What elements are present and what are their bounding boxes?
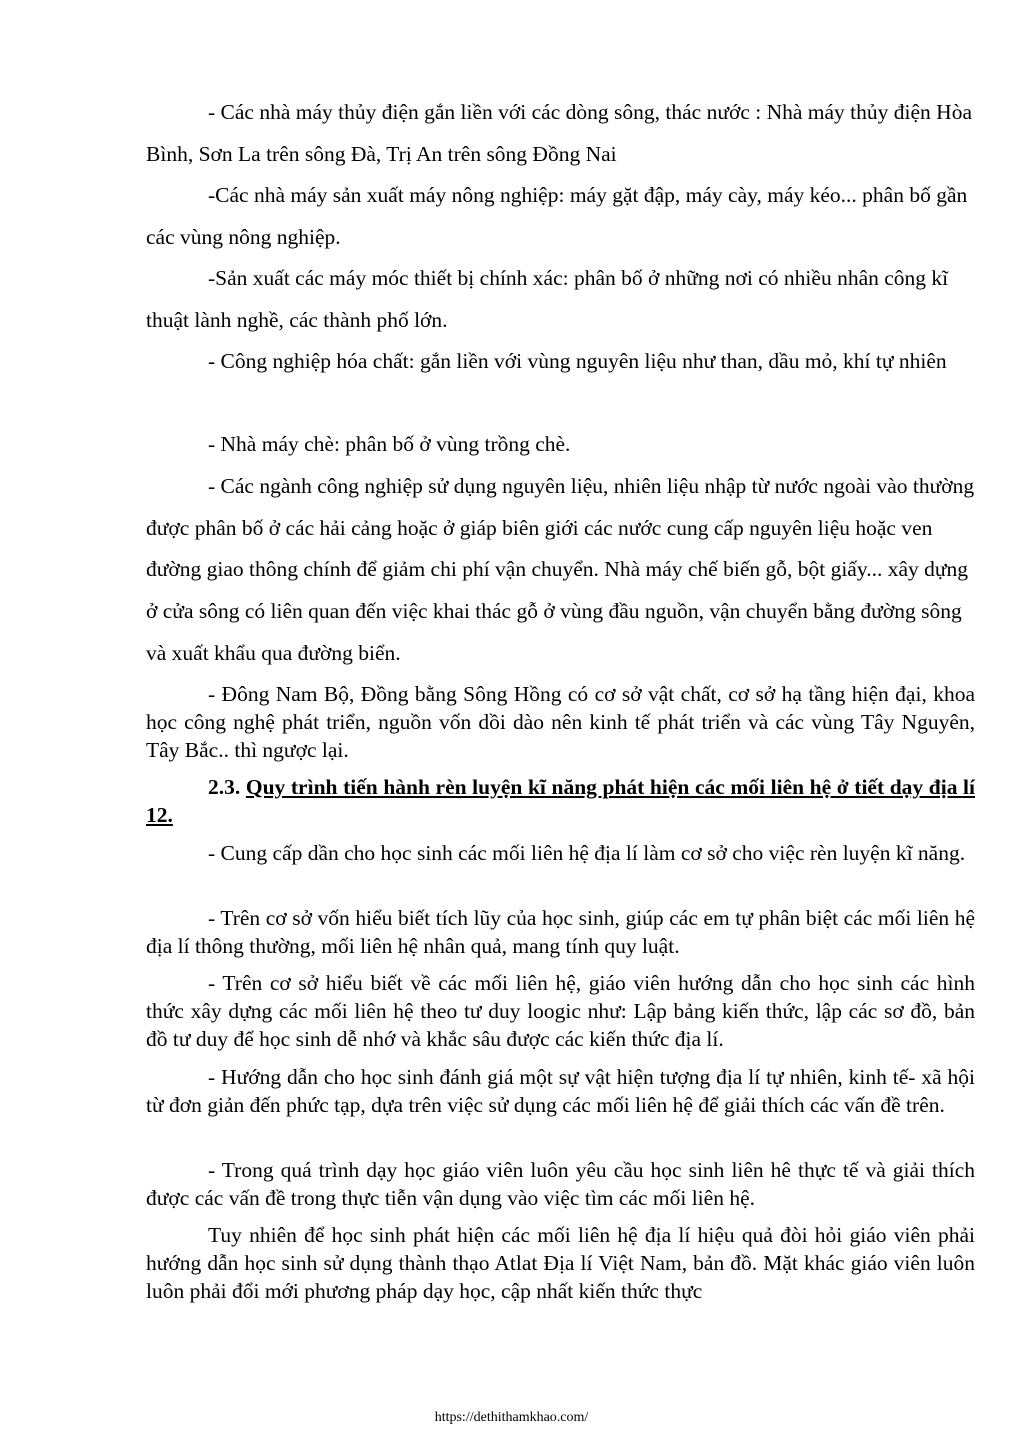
paragraph-agri-machinery: -Các nhà máy sản xuất máy nông nghiệp: máy gặt đập, máy cày, máy kéo... phân bố gần các vùng nông nghiệp. [146,183,968,249]
paragraph-imported-materials: - Các ngành công nghiệp sử dụng nguyên liệu, nhiên liệu nhập từ nước ngoài vào thường được phân bố ở các hải cảng hoặc ở giáp biên giới các nước cung cấp nguyên liệu hoặc ven đường giao thông chính để giảm chi phí vận chuyển. Nhà máy chế biến gỗ, bột giấy... xây dựng ở cửa sông có liên quan đến việc khai thác gỗ ở vùng đầu nguồn, vận chuyển bằng đường sông và xuất khẩu qua đường biển. [146,474,975,665]
section-title: Quy trình tiến hành rèn luyện kĩ năng phát hiện các mối liên hệ ở tiết dạy địa lí 12. [146,775,976,827]
paragraph-evaluate-phenomena: - Hướng dẫn cho học sinh đánh giá một sự vật hiện tượng địa lí tự nhiên, kinh tế- xã hội từ đơn giản đến phức tạp, dựa trên việc sử dụng các mối liên hệ để giải thích các vấn đề trên. [146,1065,975,1117]
paragraph-provide-links: - Cung cấp dần cho học sinh các mối liên hệ địa lí làm cơ sở cho việc rèn luyện kĩ năng. [208,841,966,865]
paragraph-tea-factory: - Nhà máy chè: phân bố ở vùng trồng chè. [208,432,571,456]
paragraph-build-links: - Trên cơ sở hiểu biết về các mối liên hệ, giáo viên hướng dẫn cho học sinh các hình thức xây dựng các mối liên hệ theo tư duy loogic như: Lập bảng kiến thức, lập các sơ đồ, bản đồ tư duy để học sinh dễ nhớ và khắc sâu được các kiến thức địa lí. [146,971,975,1051]
paragraph-precision-equipment: -Sản xuất các máy móc thiết bị chính xác: phân bố ở những nơi có nhiều nhân công kĩ thuật lành nghề, các thành phố lớn. [146,266,949,332]
paragraph-regions: - Đông Nam Bộ, Đồng bằng Sông Hồng có cơ sở vật chất, cơ sở hạ tầng hiện đại, khoa học công nghệ phát triển, nguồn vốn dồi dào nên kinh tế phát triển và các vùng Tây Nguyên, Tây Bắc.. thì ngược lại. [146,682,975,762]
paragraph-distinguish-links: - Trên cơ sở vốn hiểu biết tích lũy của học sinh, giúp các em tự phân biệt các mối liên hệ địa lí thông thường, mối liên hệ nhân quả, mang tính quy luật. [146,906,975,958]
section-heading [146,773,975,829]
paragraph-chemical-industry: - Công nghiệp hóa chất: gắn liền với vùng nguyên liệu như than, dầu mỏ, khí tự nhiên [208,349,947,373]
paragraph-hydropower: - Các nhà máy thủy điện gắn liền với các dòng sông, thác nước : Nhà máy thủy điện Hòa Bình, Sơn La trên sông Đà, Trị An trên sông Đồng Nai [146,100,972,166]
footer-url: https://dethithamkhao.com/ [434,1410,589,1425]
section-number: 2.3. [208,775,241,799]
paragraph-atlas: Tuy nhiên để học sinh phát hiện các mối liên hệ địa lí hiệu quả đòi hỏi giáo viên phải hướng dẫn học sinh sử dụng thành thạo Atlat Địa lí Việt Nam, bản đồ. Mặt khác giáo viên luôn luôn phải đổi mới phương pháp dạy học, cập nhất kiến thức thực [146,1223,975,1303]
paragraph-practice: - Trong quá trình dạy học giáo viên luôn yêu cầu học sinh liên hê thực tế và giải thích được các vấn đề trong thực tiễn vận dụng vào việc tìm các mối liên hệ. [146,1158,975,1210]
